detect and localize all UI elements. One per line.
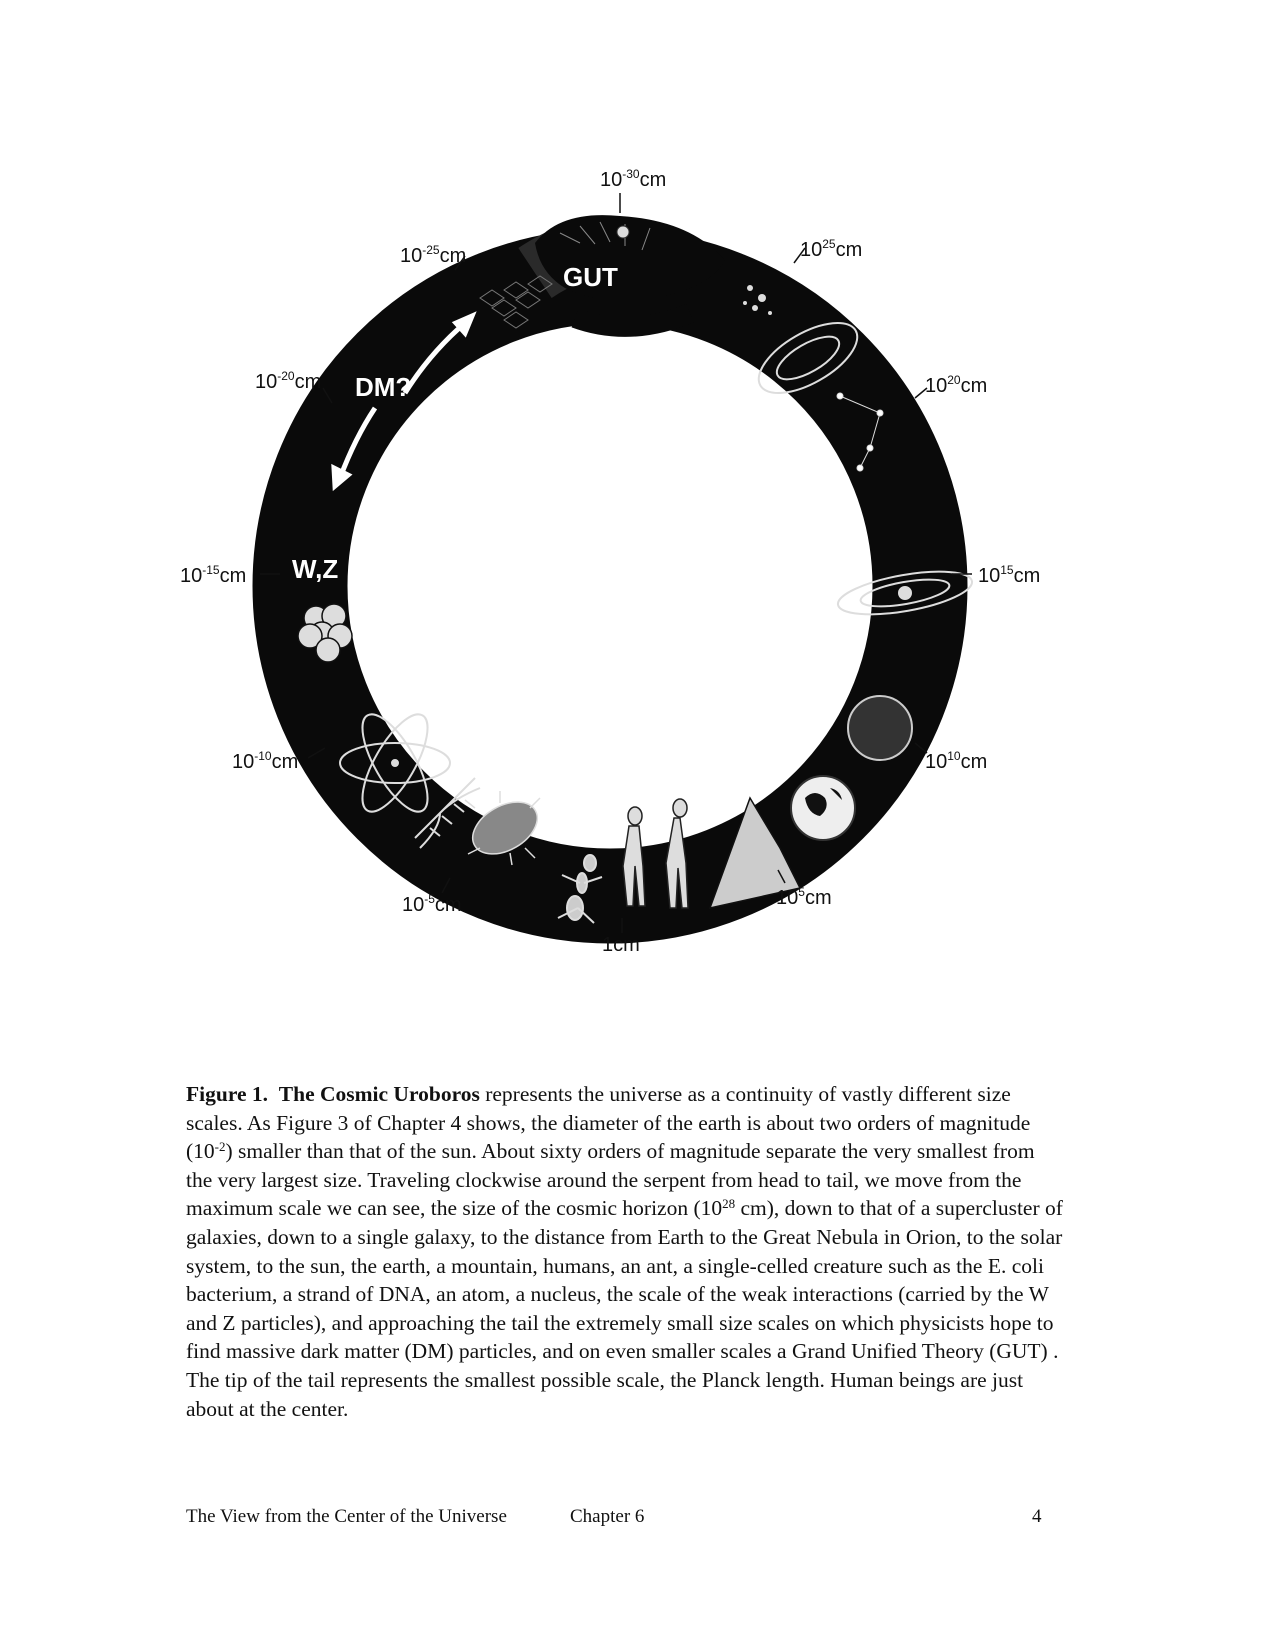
footer-page-number: 4 bbox=[1032, 1506, 1042, 1527]
figure-caption bbox=[186, 1080, 1066, 1423]
scale-label-right-high: $10^{20}cm$ bbox=[925, 373, 988, 397]
caption-text-1: represents the universe as a continuity of vastly different size scales. As Figure 3 of Chapter 4 shows, the diameter of the earth is about two orders of magnitude (10 bbox=[186, 1082, 1031, 1164]
caption-text-3: cm), down to that of a supercluster of galaxies, down to a single galaxy, to the distance from Earth to the Great Nebula in Orion, to the solar system, to the sun, the earth, a mountain, humans, an ant, a single-celled creature such as the E. coli bacterium, a strand of DNA, an atom, a nucleus, the scale of the weak interactions (carried by the W and Z particles), and approaching the tail the extremely small size scales on which physicists hope to find massive dark matter (DM) particles, and on even smaller scales a Grand Unified Theory (GUT) . The tip of the tail represents the smallest possible scale, the Planck length. Human beings are just about at the center. bbox=[186, 1196, 1063, 1421]
sun-icon bbox=[848, 696, 912, 760]
caption-text-2: ) smaller than that of the sun. About sixty orders of magnitude separate the very smallest from the very largest size. Traveling clockwise around the serpent from head to tail, we move from the maximum scale we can see, the size of the cosmic horizon (10 bbox=[186, 1139, 1035, 1221]
footer-book-title: The View from the Center of the Universe bbox=[186, 1506, 507, 1527]
scale-label-upper-left: $10^{-25}cm$ bbox=[400, 243, 467, 267]
scale-label-bottom: 1cm bbox=[602, 934, 640, 956]
scale-label-right: $10^{15}cm$ bbox=[978, 563, 1040, 587]
scale-label-bottom-right: $10^5cm$ bbox=[776, 885, 832, 909]
caption-title: The Cosmic Uroboros bbox=[278, 1082, 480, 1106]
caption-superscript-1: -2 bbox=[214, 1139, 226, 1155]
scale-label-left: $10^{-15}cm$ bbox=[180, 563, 247, 587]
scale-label-lower-right: $10^{10}cm$ bbox=[925, 749, 988, 773]
wz-label: W,Z bbox=[292, 554, 339, 584]
caption-figure-label: Figure 1. bbox=[186, 1082, 269, 1106]
page-footer bbox=[186, 1506, 1076, 1532]
scale-label-top: $10^{-30}cm$ bbox=[600, 167, 667, 191]
uroboros-illustration bbox=[180, 148, 1040, 1028]
gut-label: GUT bbox=[563, 262, 618, 292]
cosmic-uroboros-figure bbox=[180, 148, 1040, 1028]
scale-label-upper-right: $10^{25}cm$ bbox=[800, 237, 863, 261]
serpent-eye bbox=[617, 226, 629, 238]
caption-paragraph bbox=[186, 1080, 1066, 1423]
caption-superscript-2: 28 bbox=[722, 1196, 736, 1212]
footer-chapter: Chapter 6 bbox=[570, 1506, 645, 1527]
scale-label-lower-left: $10^{-10}cm$ bbox=[232, 749, 299, 773]
scale-label-bottom-left: $10^{-5}cm$ bbox=[402, 892, 462, 916]
dm-label: DM? bbox=[355, 372, 412, 402]
earth-icon bbox=[791, 776, 855, 840]
scale-label-left-high: $10^{-20}cm$ bbox=[255, 369, 322, 393]
